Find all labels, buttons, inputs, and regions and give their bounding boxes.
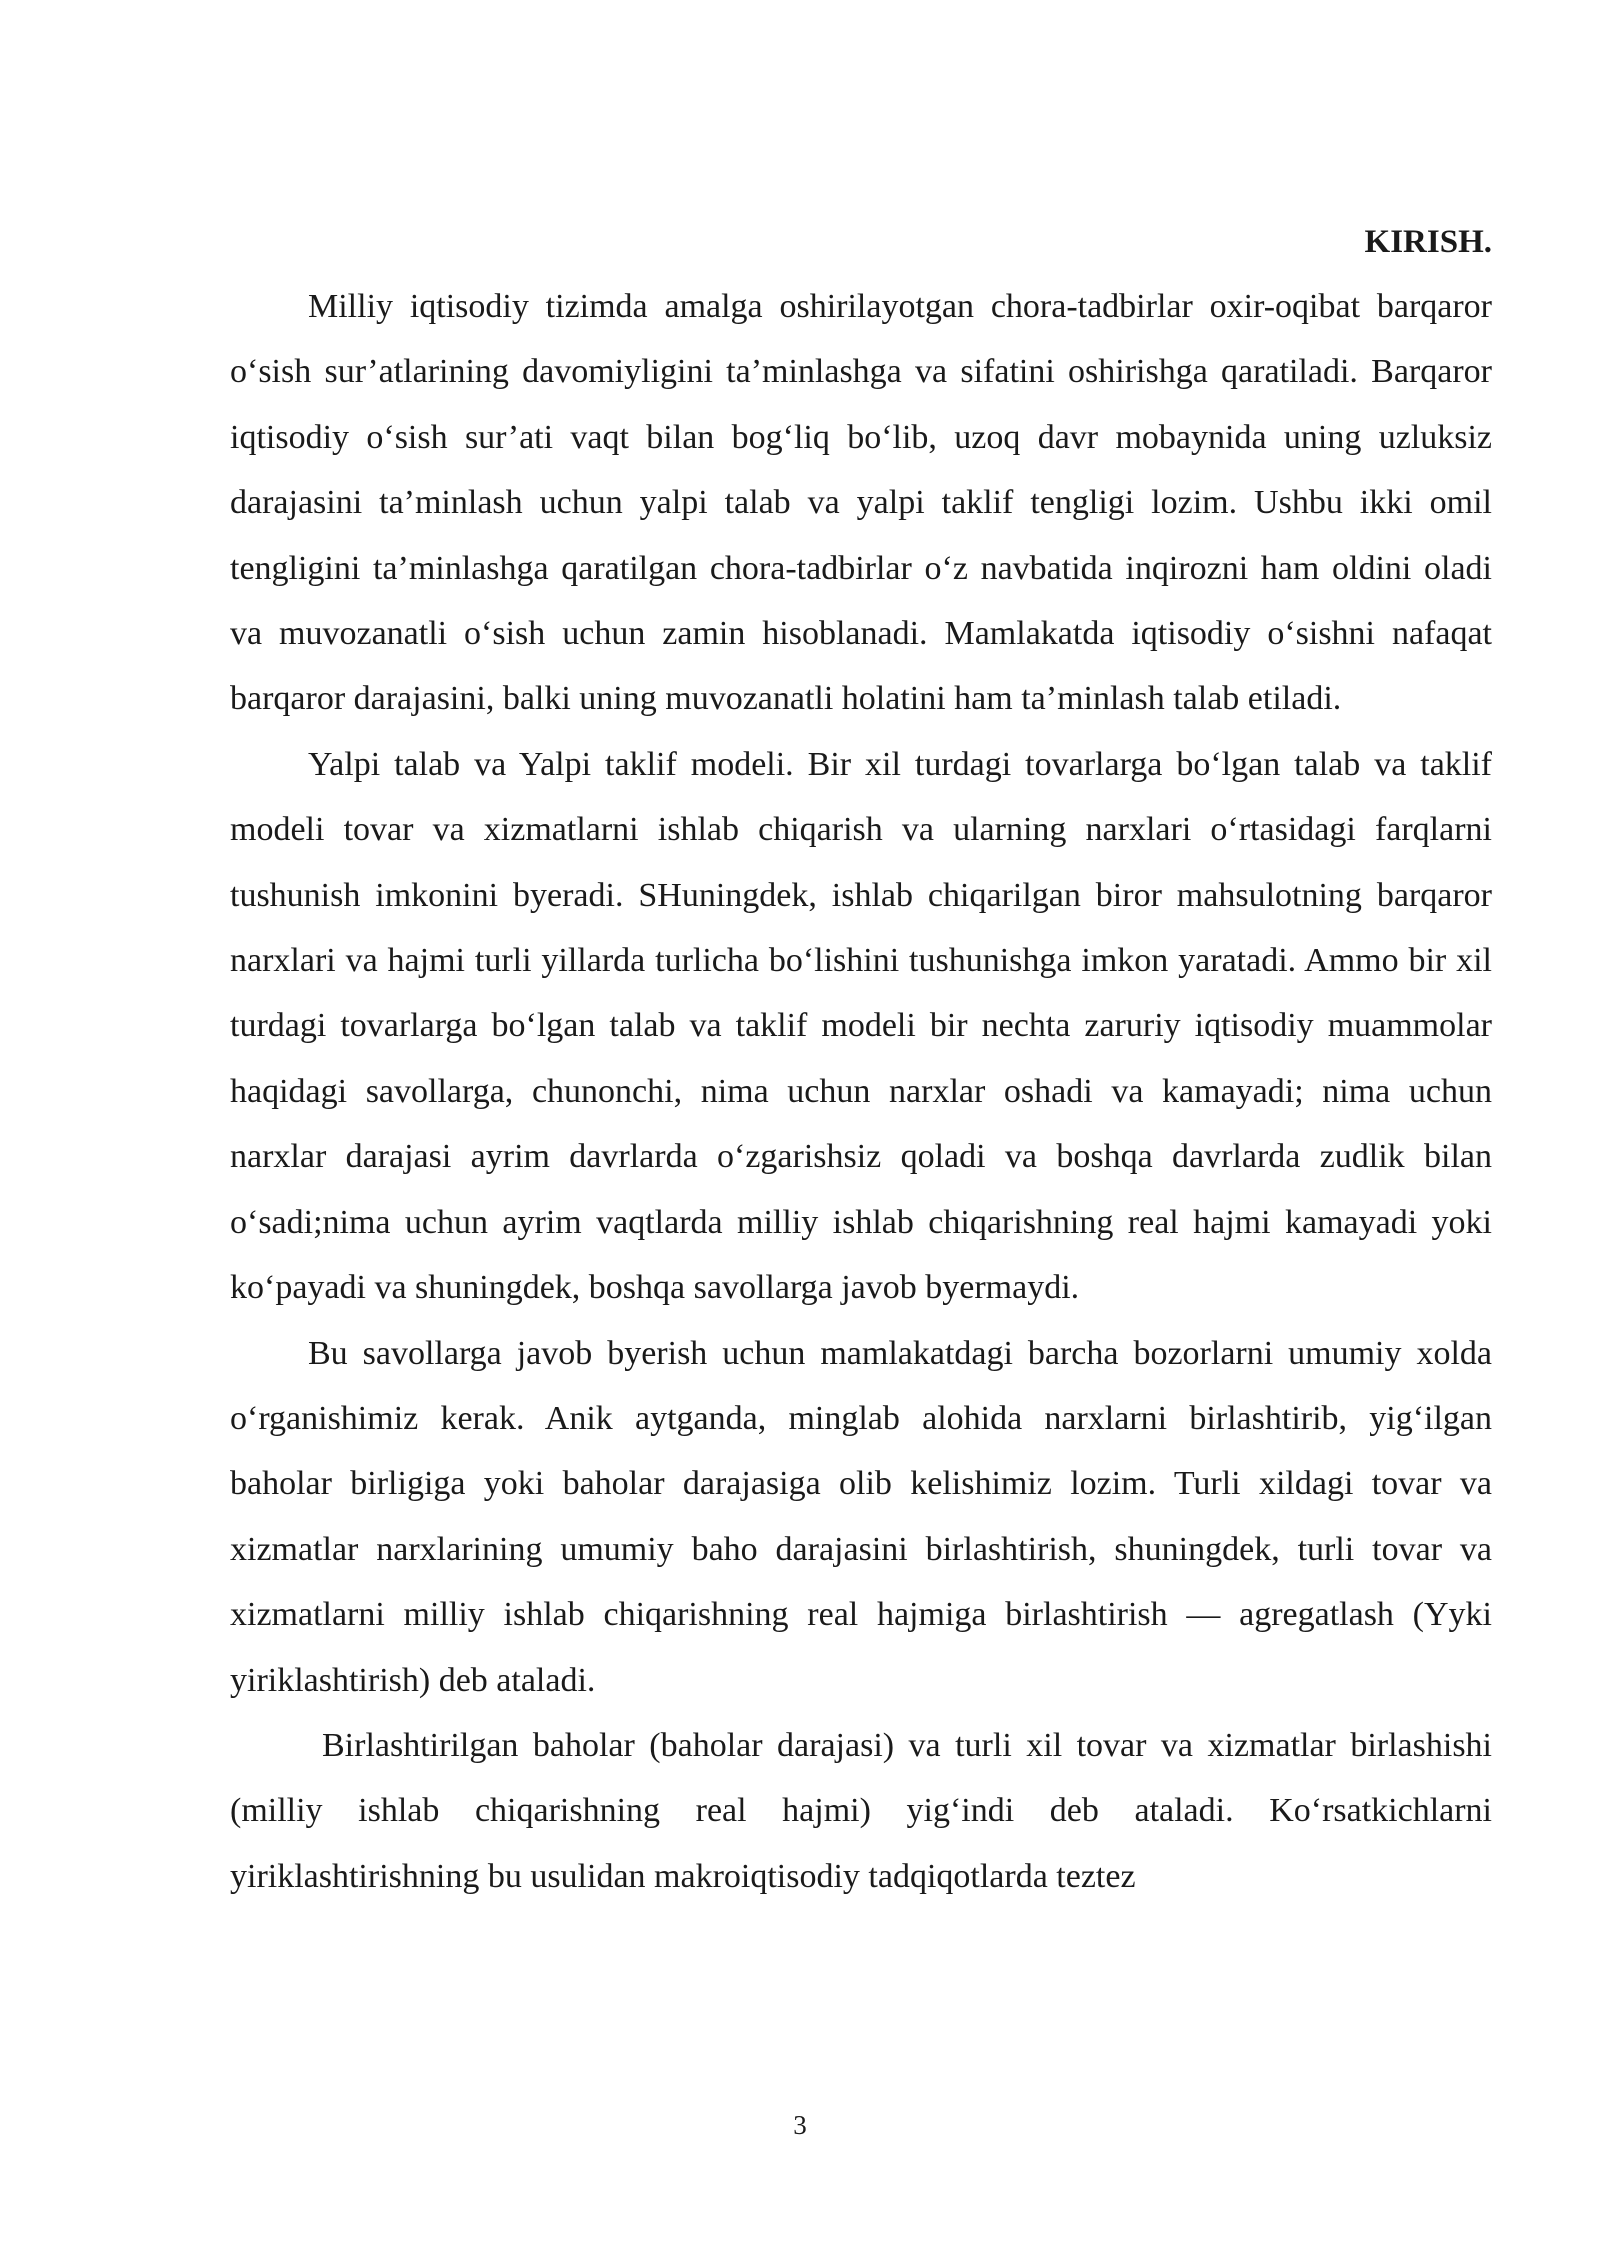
paragraph-2: Yalpi talab va Yalpi taklif modeli. Bir xil turdagi tovarlarga bo‘lgan talab va taklif modeli tovar va xizmatlarni ishlab chiqarish va ularning narxlari o‘rtasidagi farqlarni tushunish imkonini byeradi. SHuningdek, ishlab chiqarilgan biror mahsulotning barqaror narxlari va hajmi turli yillarda turlicha bo‘lishini tushunishga imkon yaratadi. Ammo bir xil turdagi tovarlarga bo‘lgan talab va taklif modeli bir nechta zaruriy iqtisodiy muammolar haqidagi savollarga, chunonchi, nima uchun narxlar oshadi va kamayadi; nima uchun narxlar darajasi ayrim davrlarda o‘zgarishsiz qoladi va boshqa davrlarda zudlik bilan o‘sadi;nima uchun ayrim vaqtlarda milliy ishlab chiqarishning real hajmi kamayadi yoki ko‘payadi va shuningdek, boshqa savollarga javob byermaydi. <box>230 745 1492 1307</box>
page-number: 3 <box>793 2110 807 2140</box>
paragraph-3: Bu savollarga javob byerish uchun mamlakatdagi barcha bozorlarni umumiy xolda o‘rganishimiz kerak. Anik aytganda, minglab alohida narxlarni birlashtirib, yig‘ilgan baholar birligiga yoki baholar darajasiga olib kelishimiz lozim. Turli xildagi tovar va xizmatlar narxlarining umumiy baho darajasini birlashtirish, shuningdek, turli tovar va xizmatlarni milliy ishlab chiqarishning real hajmiga birlashtirish — agregatlash (Yyki yiriklashtirish) deb ataladi. <box>230 1334 1492 1699</box>
page-content <box>230 218 1492 1909</box>
paragraph-1: Milliy iqtisodiy tizimda amalga oshirilayotgan chora-tadbirlar oxir-oqibat barqaror o‘sish sur’atlarining davomiyligini ta’minlashga va sifatini oshirishga qaratiladi. Barqaror iqtisodiy o‘sish sur’ati vaqt bilan bog‘liq bo‘lib, uzoq davr mobaynida uning uzluksiz darajasini ta’minlash uchun yalpi talab va yalpi taklif tengligi lozim. Ushbu ikki omil tengligini ta’minlashga qaratilgan chora-tadbirlar o‘z navbatida inqirozni ham oldini oladi va muvozanatli o‘sish uchun zamin hisoblanadi. Mamlakatda iqtisodiy o‘sishni nafaqat barqaror darajasini, balki uning muvozanatli holatini ham ta’minlash talab etiladi. <box>230 288 1492 718</box>
paragraph-4: Birlashtirilgan baholar (baholar darajasi) va turli xil tovar va xizmatlar birlashishi (milliy ishlab chiqarishning real hajmi) yig‘indi deb ataladi. Ko‘rsatkichlarni yiriklashtirishning bu usulidan makroiqtisodiy tadqiqotlarda teztez <box>230 1726 1492 1895</box>
section-heading: KIRISH. <box>1364 224 1492 260</box>
